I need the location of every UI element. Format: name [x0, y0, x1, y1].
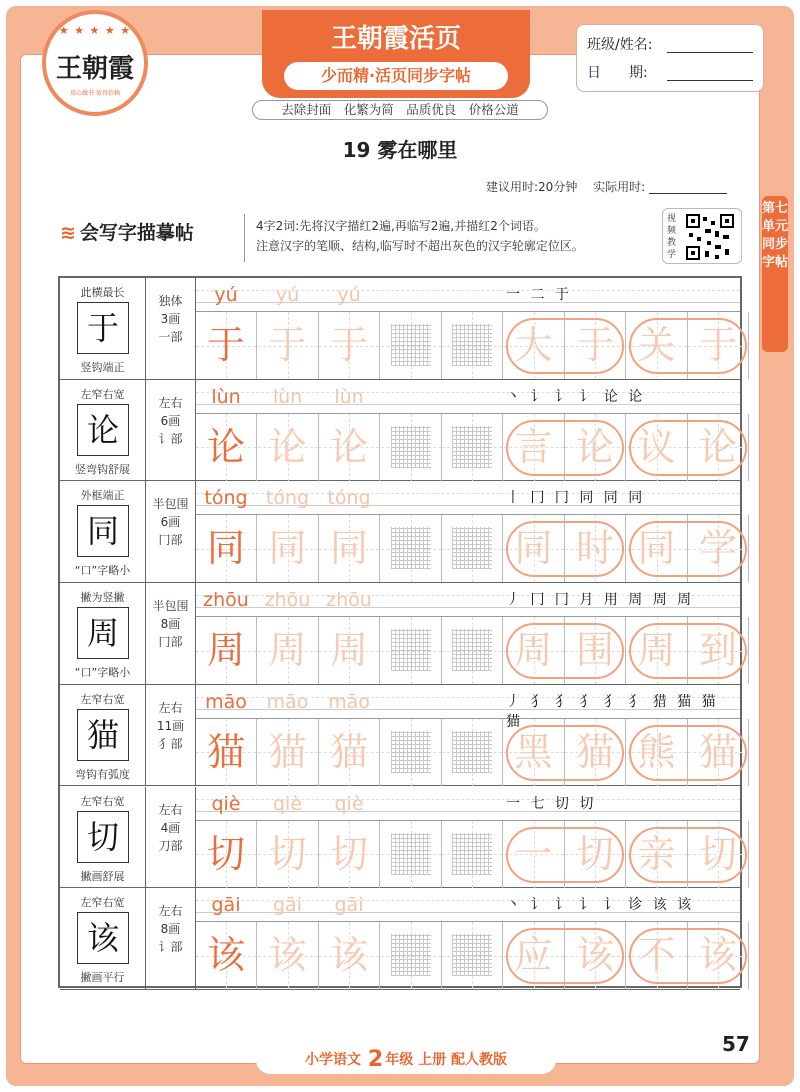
class-name-field[interactable]	[667, 39, 753, 53]
word-character: 黑	[514, 729, 553, 774]
pinyin-text: qiè	[272, 792, 303, 815]
char-info	[146, 481, 196, 582]
trace-character: 同	[268, 526, 307, 571]
instruction-line-1: 4字2词:先将汉字描红2遍,再临写2遍,并描红2个词语。	[256, 219, 546, 233]
writing-cell[interactable]	[196, 515, 257, 582]
student-info-box	[576, 24, 764, 92]
word-character: 该	[575, 933, 614, 978]
pinyin-text: yú	[337, 284, 361, 306]
writing-row	[196, 414, 740, 481]
char-tip-bottom: “口”字略小	[74, 564, 131, 578]
word-character: 猫	[698, 729, 737, 774]
pinyin-text: tóng	[204, 487, 248, 510]
trace-character: 于	[329, 323, 368, 367]
writing-cell[interactable]	[381, 312, 442, 379]
writing-cell[interactable]	[258, 312, 319, 379]
model-character: 周	[77, 607, 129, 659]
char-stroke-count: 11画	[156, 718, 185, 733]
char-tip-top: 此横最长	[80, 286, 125, 299]
time-line	[486, 178, 727, 195]
word-bracket	[506, 725, 624, 781]
outline-zone	[452, 731, 492, 773]
char-info	[146, 278, 196, 379]
char-radical: 讠部	[158, 940, 183, 955]
word-character: 时	[575, 526, 614, 571]
writing-cell[interactable]	[319, 515, 380, 582]
pinyin-text: māo	[205, 690, 247, 713]
pinyin-text: tóng	[265, 487, 310, 510]
pinyin-text: yú	[214, 284, 238, 306]
char-row	[60, 888, 740, 990]
pinyin-row	[196, 685, 740, 730]
trace-character: 该	[329, 933, 368, 978]
writing-cell[interactable]	[319, 414, 380, 481]
writing-cell[interactable]	[442, 515, 503, 582]
char-tip-top: 左窄右宽	[80, 387, 125, 401]
outline-zone	[391, 731, 431, 773]
char-tip-bottom: 竖弯钩舒展	[75, 462, 130, 476]
writing-cell[interactable]	[381, 414, 442, 481]
char-label-cell	[60, 380, 146, 481]
date-label: 日 期:	[587, 65, 648, 81]
word-character: 大	[514, 323, 553, 367]
word-character: 学	[698, 526, 737, 571]
pinyin-text: qiè	[334, 792, 364, 815]
char-tip-top: 撇为竖撇	[80, 591, 125, 605]
char-tip-bottom: 撇画舒展	[80, 869, 125, 883]
writing-cell[interactable]	[381, 515, 442, 582]
stroke-order: 一 二 于	[506, 287, 572, 303]
writing-cell[interactable]	[258, 617, 319, 684]
char-label-cell	[60, 787, 146, 888]
pinyin-text: lùn	[272, 385, 303, 408]
char-radical: 讠部	[158, 431, 183, 446]
char-tip-bottom: “口”字略小	[74, 666, 131, 680]
char-radical: 一部	[158, 330, 183, 344]
char-structure: 半包围	[152, 599, 189, 614]
pinyin-text: lùn	[334, 385, 364, 408]
class-name-label: 班级/姓名:	[587, 37, 653, 53]
pinyin-text: gāi	[334, 894, 364, 917]
actual-time-label: 实际用时:	[593, 180, 646, 194]
stroke-order: 丶 讠 讠 讠 讠 诊 该 该	[506, 897, 695, 914]
char-structure: 左右	[158, 395, 183, 410]
word-bracket	[629, 623, 747, 679]
suggested-time: 建议用时:20分钟	[486, 180, 578, 194]
model-character: 切	[77, 811, 129, 863]
word-bracket	[506, 521, 624, 577]
char-stroke-count: 8画	[160, 617, 181, 632]
trace-character: 周	[329, 628, 368, 673]
char-structure: 左右	[158, 904, 183, 919]
char-label-cell	[60, 278, 146, 379]
char-structure: 半包围	[152, 497, 189, 512]
char-row	[60, 787, 740, 889]
trace-character: 同	[206, 526, 245, 571]
footer-term: 上册	[418, 1052, 447, 1068]
char-info	[146, 787, 196, 888]
writing-cell[interactable]	[319, 312, 380, 379]
word-character: 熊	[637, 729, 676, 774]
writing-cell[interactable]	[258, 515, 319, 582]
pinyin-row	[196, 380, 740, 414]
word-character: 到	[698, 628, 737, 673]
writing-cell[interactable]	[258, 821, 319, 888]
word-character: 亲	[637, 831, 676, 876]
trace-character: 猫	[329, 729, 368, 774]
trace-character: 切	[329, 831, 368, 876]
char-info	[146, 380, 196, 481]
writing-cell[interactable]	[258, 414, 319, 481]
char-tip-top: 左窄右宽	[80, 794, 125, 808]
char-tip-bottom: 撇画平行	[80, 971, 125, 985]
trace-character: 周	[206, 628, 245, 673]
word-bracket	[629, 725, 747, 781]
pinyin-row	[196, 278, 740, 312]
writing-row	[196, 922, 740, 989]
word-character: 关	[637, 323, 676, 367]
writing-cell[interactable]	[442, 922, 503, 989]
char-tip-bottom: 弯钩有弧度	[75, 767, 130, 781]
writing-row	[196, 719, 740, 786]
char-info	[146, 888, 196, 989]
char-structure: 独体	[158, 294, 183, 308]
pinyin-row	[196, 787, 740, 821]
stroke-order: 丿 犭 犭 犭 犭 犭 猎 猫 猫 猫	[506, 693, 719, 730]
section-heading	[60, 218, 194, 245]
writing-cell[interactable]	[196, 312, 257, 379]
word-character: 论	[575, 424, 614, 469]
footer-badge	[256, 1046, 556, 1074]
star-icons: ★ ★ ★ ★ ★	[58, 24, 132, 37]
writing-cell[interactable]	[319, 617, 380, 684]
pinyin-text: lùn	[211, 385, 241, 408]
section-divider	[244, 214, 245, 262]
writing-cell[interactable]	[196, 414, 257, 481]
model-character: 同	[77, 505, 129, 557]
word-bracket	[506, 827, 624, 883]
word-character: 周	[514, 628, 553, 673]
char-row	[60, 380, 740, 482]
char-structure: 左右	[158, 802, 183, 817]
trace-character: 该	[268, 933, 307, 978]
stroke-order: 一 七 切 切	[506, 795, 597, 812]
word-character: 应	[514, 933, 553, 978]
char-row	[60, 278, 740, 380]
word-character: 同	[514, 526, 553, 571]
pinyin-text: qiè	[211, 792, 241, 815]
char-stroke-count: 3画	[160, 312, 181, 326]
brand-logo	[42, 10, 148, 116]
pinyin-text: zhōu	[326, 589, 372, 612]
word-bracket	[506, 318, 624, 374]
writing-cell[interactable]	[381, 821, 442, 888]
char-radical: 冂部	[158, 635, 183, 650]
actual-time-field[interactable]	[649, 182, 727, 194]
writing-cell[interactable]	[381, 922, 442, 989]
trace-character: 于	[268, 323, 307, 367]
trace-character: 周	[268, 628, 307, 673]
writing-cell[interactable]	[319, 821, 380, 888]
trace-character: 该	[206, 933, 245, 978]
pinyin-text: māo	[266, 690, 309, 713]
pinyin-text: māo	[328, 690, 370, 713]
writing-cell[interactable]	[319, 922, 380, 989]
char-label-cell	[60, 888, 146, 989]
char-row	[60, 481, 740, 583]
trace-character: 论	[329, 424, 368, 469]
outline-zone	[391, 527, 431, 569]
pinyin-row	[196, 583, 740, 617]
trace-character: 猫	[206, 729, 245, 774]
word-bracket	[629, 827, 747, 883]
word-character: 同	[637, 526, 676, 571]
writing-cell[interactable]	[381, 617, 442, 684]
char-row	[60, 583, 740, 685]
outline-zone	[391, 629, 431, 671]
outline-zone	[391, 324, 431, 366]
pinyin-text: zhōu	[203, 589, 249, 612]
pinyin-text: gāi	[211, 894, 241, 917]
outline-zone	[452, 527, 492, 569]
pinyin-text: gāi	[273, 894, 302, 917]
writing-cell[interactable]	[442, 617, 503, 684]
writing-cell[interactable]	[258, 719, 319, 786]
char-structure: 左右	[158, 700, 183, 715]
instruction-line-2: 注意汉字的笔顺、结构,临写时不超出灰色的汉字轮廓定位区。	[256, 239, 584, 253]
logo-subtitle: 用心做书 值得信赖	[70, 90, 120, 97]
char-stroke-count: 8画	[160, 922, 181, 937]
word-character: 围	[575, 628, 614, 673]
date-field[interactable]	[667, 67, 753, 81]
outline-zone	[452, 426, 492, 468]
trace-character: 论	[206, 424, 245, 469]
word-character: 不	[637, 933, 676, 978]
writing-cell[interactable]	[319, 719, 380, 786]
writing-row	[196, 312, 740, 379]
word-bracket	[506, 928, 624, 984]
word-character: 周	[637, 628, 676, 673]
char-radical: 冂部	[158, 533, 183, 548]
word-character: 于	[575, 323, 614, 367]
word-bracket	[629, 318, 747, 374]
wave-icon: ≋	[60, 222, 76, 244]
char-info	[146, 685, 196, 786]
model-character: 该	[77, 912, 129, 964]
slogan-strip: 去除封面 化繁为简 品质优良 价格公道	[252, 100, 548, 120]
word-character: 该	[698, 933, 737, 978]
title-banner	[262, 10, 530, 98]
trace-character: 于	[206, 323, 245, 367]
char-label-cell	[60, 481, 146, 582]
char-tip-top: 左窄右宽	[80, 692, 125, 706]
pinyin-text: tóng	[327, 487, 371, 510]
unit-side-tab: 第七单元同步字帖	[762, 196, 788, 352]
outline-zone	[391, 934, 431, 976]
char-row	[60, 685, 740, 787]
outline-zone	[452, 934, 492, 976]
char-tip-bottom: 竖钩端正	[80, 361, 125, 374]
footer-edition: 配人教版	[450, 1052, 507, 1068]
footer-grade-number: 2	[367, 1047, 384, 1072]
word-character: 一	[514, 831, 553, 876]
trace-character: 猫	[268, 729, 307, 774]
char-label-cell	[60, 583, 146, 684]
logo-name: 王朝霞	[55, 54, 134, 84]
word-character: 言	[514, 424, 553, 469]
word-character: 议	[637, 424, 676, 469]
outline-zone	[452, 629, 492, 671]
outline-zone	[391, 833, 431, 875]
char-stroke-count: 6画	[160, 413, 181, 428]
pinyin-text: yú	[275, 284, 300, 306]
trace-character: 切	[206, 831, 245, 876]
stroke-order: 丿 冂 冂 月 用 周 周 周	[506, 592, 695, 609]
brand-title: 王朝霞活页	[330, 24, 461, 54]
footer-grade: 年级	[385, 1052, 414, 1068]
stroke-order: 丶 讠 讠 讠 论 论	[506, 388, 646, 405]
qr-code-icon	[685, 213, 735, 261]
trace-character: 切	[268, 831, 307, 876]
char-tip-top: 左窄右宽	[80, 896, 125, 910]
writing-cell[interactable]	[442, 312, 503, 379]
model-character: 论	[77, 404, 129, 456]
writing-cell[interactable]	[196, 922, 257, 989]
pinyin-row	[196, 888, 740, 922]
word-character: 猫	[575, 729, 614, 774]
writing-row	[196, 617, 740, 684]
outline-zone	[452, 833, 492, 875]
writing-cell[interactable]	[196, 617, 257, 684]
brand-subtitle: 少而精·活页同步字帖	[284, 62, 508, 90]
trace-character: 论	[268, 424, 307, 469]
qr-label: 视频教学	[667, 214, 677, 260]
outline-zone	[391, 426, 431, 468]
char-info	[146, 583, 196, 684]
writing-cell[interactable]	[258, 922, 319, 989]
word-bracket	[506, 623, 624, 679]
section-title: 会写字描摹帖	[79, 222, 194, 244]
writing-cell[interactable]	[196, 719, 257, 786]
word-character: 切	[575, 831, 614, 876]
word-bracket	[629, 928, 747, 984]
word-bracket	[629, 521, 747, 577]
char-tip-top: 外框端正	[80, 489, 125, 503]
model-character: 于	[77, 302, 129, 354]
writing-row	[196, 821, 740, 888]
writing-cell[interactable]	[196, 821, 257, 888]
writing-cell[interactable]	[442, 414, 503, 481]
model-character: 猫	[77, 709, 129, 761]
word-bracket	[506, 420, 624, 476]
writing-row	[196, 515, 740, 582]
video-qr[interactable]	[662, 208, 742, 264]
word-character: 于	[698, 323, 737, 367]
writing-cell[interactable]	[442, 719, 503, 786]
copybook-grid	[58, 276, 742, 988]
char-radical: 刀部	[158, 838, 183, 853]
lesson-title: 19 雾在哪里	[342, 138, 458, 162]
page-number: 57	[722, 1032, 750, 1056]
word-bracket	[629, 420, 747, 476]
char-radical: 犭部	[158, 736, 183, 751]
char-label-cell	[60, 685, 146, 786]
char-stroke-count: 6画	[160, 515, 181, 530]
word-character: 切	[698, 831, 737, 876]
char-stroke-count: 4画	[160, 820, 181, 835]
pinyin-text: zhōu	[264, 589, 311, 612]
pinyin-row	[196, 481, 740, 515]
outline-zone	[452, 324, 492, 366]
footer-subject: 小学语文	[305, 1052, 362, 1068]
word-character: 论	[698, 424, 737, 469]
instructions	[256, 216, 656, 256]
stroke-order: 丨 冂 冂 同 同 同	[506, 490, 646, 507]
writing-cell[interactable]	[381, 719, 442, 786]
writing-cell[interactable]	[442, 821, 503, 888]
trace-character: 同	[329, 526, 368, 571]
